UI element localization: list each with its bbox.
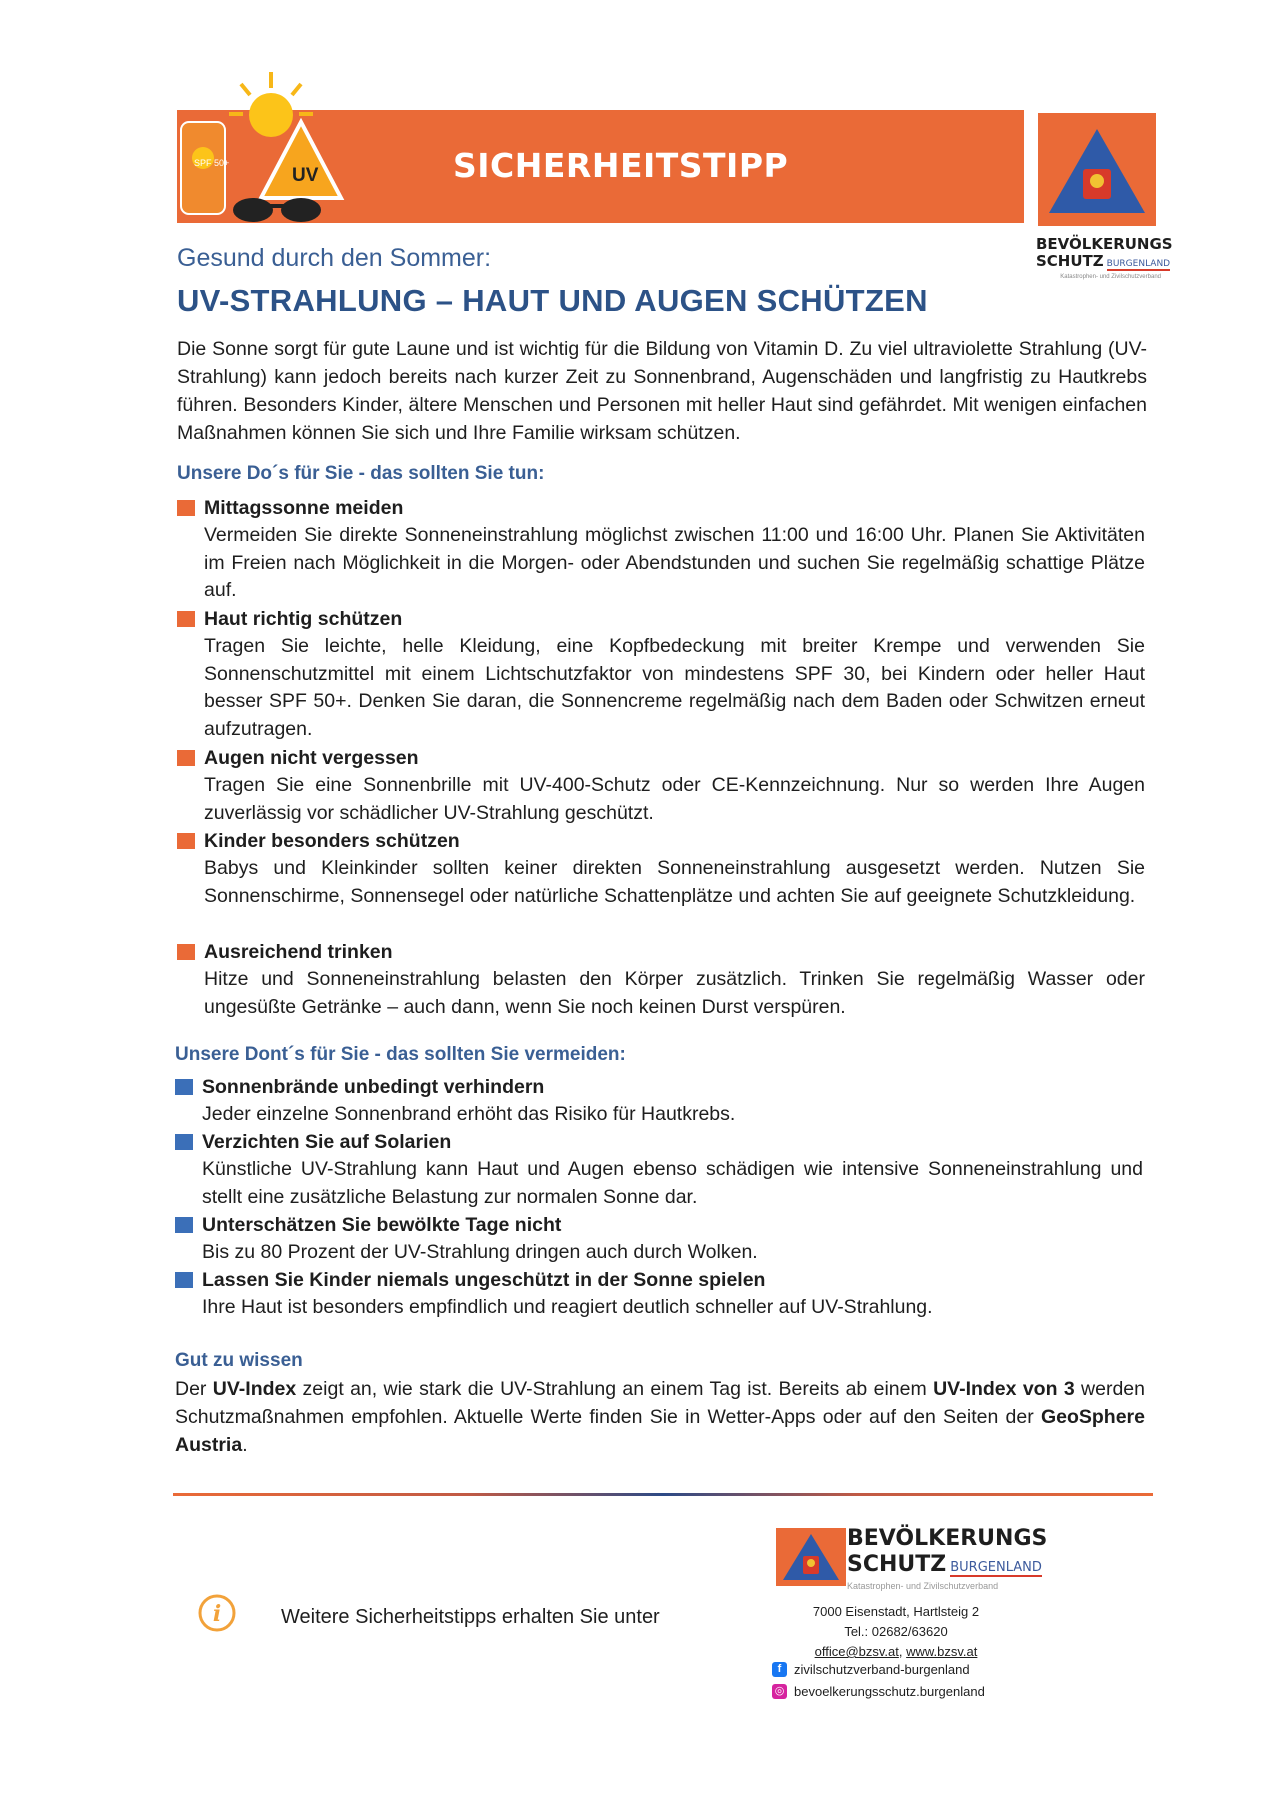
instagram-icon: ◎ — [772, 1684, 787, 1699]
header-banner — [177, 110, 1024, 223]
page-subtitle: Gesund durch den Sommer: — [177, 244, 492, 272]
donts-heading: Unsere Dont´s für Sie - das sollten Sie vermeiden: — [175, 1044, 626, 1065]
organization-logo-text — [1036, 235, 1173, 282]
footer-logo-line1: BEVÖLKERUNGS — [847, 1526, 1048, 1551]
dont-item — [175, 1073, 1143, 1129]
checkmark-icon — [177, 750, 195, 766]
sun-sunscreen-sunglasses-illustration — [171, 70, 371, 230]
civil-protection-triangle-icon — [1038, 113, 1156, 226]
footer-logo-text — [847, 1526, 1047, 1591]
contact-address: 7000 Eisenstadt, Hartlsteig 2 Tel.: 02682/63620 office@bzsv.at, www.bzsv.at — [776, 1602, 1016, 1662]
dont-title: Sonnenbrände unbedingt verhindern — [202, 1076, 545, 1098]
logo-line1: BEVÖLKERUNGS — [1036, 235, 1173, 253]
website-link[interactable]: www.bzsv.at — [906, 1644, 978, 1659]
dont-title: Unterschätzen Sie bewölkte Tage nicht — [202, 1214, 562, 1236]
do-item — [177, 494, 1145, 605]
dont-item — [175, 1128, 1143, 1211]
instagram-handle: bevoelkerungsschutz.burgenland — [794, 1684, 985, 1699]
logo-line2: SCHUTZ BURGENLAND — [1036, 252, 1171, 270]
page-title: UV-STRAHLUNG – HAUT UND AUGEN SCHÜTZEN — [177, 283, 928, 318]
checkmark-icon — [177, 944, 195, 960]
cross-icon — [175, 1217, 193, 1233]
banner-title: SICHERHEITSTIPP — [453, 146, 789, 185]
footer-logo-tagline: Katastrophen- und Zivilschutzverband — [847, 1581, 999, 1591]
footer-logo — [776, 1528, 846, 1586]
intro-paragraph: Die Sonne sorgt für gute Laune und ist wichtig für die Bildung von Vitamin D. Zu viel ultraviolette Strahlung (UV-Strahlung) kann jedoch bereits nach kurzer Zeit zu Sonnenbrand, Augenschäden und langfristig zu Hautkrebs führen. Besonders Kinder, ältere Menschen und Personen mit heller Haut sind gefährdet. Mit wenigen einfachen Maßnahmen können Sie sich und Ihre Familie wirksam schützen. — [177, 338, 1147, 444]
do-item — [177, 605, 1145, 743]
cross-icon — [175, 1272, 193, 1288]
dont-body: Ihre Haut ist besonders empfindlich und reagiert deutlich schneller auf UV-Strahlung. — [202, 1296, 933, 1318]
facebook-handle: zivilschutzverband-burgenland — [794, 1662, 970, 1677]
dont-item — [175, 1211, 1143, 1267]
checkmark-icon — [177, 833, 195, 849]
checkmark-icon — [177, 500, 195, 516]
dos-heading: Unsere Do´s für Sie - das sollten Sie tun: — [177, 463, 545, 484]
do-item — [177, 938, 1145, 1021]
civil-protection-triangle-icon — [776, 1528, 846, 1586]
do-body: Babys und Kleinkinder sollten keiner direkten Sonneneinstrahlung ausgesetzt werden. Nutzen Sie Sonnenschirme, Sonnensegel oder natürliche Schattenplätze und achten Sie auf geeignete Schutzkleidung. — [204, 857, 1145, 907]
phone-line: Tel.: 02682/63620 — [844, 1624, 948, 1639]
do-body: Hitze und Sonneneinstrahlung belasten den Körper zusätzlich. Trinken Sie regelmäßig Wasser oder ungesüßte Getränke – auch dann, wenn Sie noch keinen Durst verspüren. — [204, 968, 1145, 1018]
organization-logo — [1038, 113, 1156, 226]
do-title: Ausreichend trinken — [204, 941, 393, 963]
dont-item — [175, 1266, 1143, 1322]
spf-label: SPF 50+ — [194, 158, 230, 168]
footer-logo-line2: SCHUTZ BURGENLAND — [847, 1552, 1042, 1577]
do-item — [177, 827, 1145, 910]
do-title: Augen nicht vergessen — [204, 747, 419, 769]
dont-body: Bis zu 80 Prozent der UV-Strahlung dringen auch durch Wolken. — [202, 1241, 758, 1263]
facebook-icon: f — [772, 1662, 787, 1677]
info-heading: Gut zu wissen — [175, 1350, 303, 1371]
logo-tagline: Katastrophen- und Zivilschutzverband — [1060, 274, 1161, 280]
cross-icon — [175, 1134, 193, 1150]
do-title: Kinder besonders schützen — [204, 830, 460, 852]
do-title: Haut richtig schützen — [204, 608, 403, 630]
do-item — [177, 744, 1145, 827]
footer-divider — [173, 1493, 1153, 1496]
info-paragraph: Der UV-Index zeigt an, wie stark die UV-Strahlung an einem Tag ist. Bereits ab einem UV-Index von 3 werden Schutzmaßnahmen empfohlen. Aktuelle Werte finden Sie in Wetter-Apps oder auf den Seiten der GeoSphere Austria. — [175, 1378, 1145, 1456]
do-body: Tragen Sie eine Sonnenbrille mit UV-400-Schutz oder CE-Kennzeichnung. Nur so werden Ihre Augen zuverlässig vor schädlicher UV-Strahlung geschützt. — [204, 774, 1145, 824]
svg-text:i: i — [212, 1601, 222, 1627]
checkmark-icon — [177, 611, 195, 627]
info-icon — [197, 1593, 237, 1633]
facebook-link[interactable] — [772, 1662, 970, 1677]
dont-body: Künstliche UV-Strahlung kann Haut und Augen ebenso schädigen wie intensive Sonneneinstrahlung und stellt eine zusätzliche Belastung zur normalen Sonne dar. — [202, 1158, 1143, 1208]
dont-title: Verzichten Sie auf Solarien — [202, 1131, 452, 1153]
email-link[interactable]: office@bzsv.at — [814, 1644, 899, 1659]
cross-icon — [175, 1079, 193, 1095]
more-tips-text: Weitere Sicherheitstipps erhalten Sie unter — [281, 1606, 660, 1628]
footer-logo-region: BURGENLAND — [950, 1560, 1042, 1575]
uv-label: UV — [292, 165, 319, 186]
dont-body: Jeder einzelne Sonnenbrand erhöht das Risiko für Hautkrebs. — [202, 1103, 736, 1125]
logo-region: BURGENLAND — [1106, 259, 1171, 269]
dont-title: Lassen Sie Kinder niemals ungeschützt in der Sonne spielen — [202, 1269, 766, 1291]
do-body: Vermeiden Sie direkte Sonneneinstrahlung möglichst zwischen 11:00 und 16:00 Uhr. Planen Sie Aktivitäten im Freien nach Möglichkeit in die Morgen- oder Abendstunden und suchen Sie regelmäßig schattige Plätze auf. — [204, 524, 1145, 601]
address-line: 7000 Eisenstadt, Hartlsteig 2 — [812, 1604, 980, 1619]
do-body: Tragen Sie leichte, helle Kleidung, eine Kopfbedeckung mit breiter Krempe und verwenden Sie Sonnenschutzmittel mit einem Lichtschutzfaktor von mindestens SPF 30, bei Kindern oder heller Haut besser SPF 50+. Denken Sie daran, die Sonnencreme regelmäßig nach dem Baden oder Schwitzen erneut aufzutragen. — [204, 635, 1145, 740]
do-title: Mittagssonne meiden — [204, 497, 404, 519]
instagram-link[interactable] — [772, 1684, 985, 1699]
